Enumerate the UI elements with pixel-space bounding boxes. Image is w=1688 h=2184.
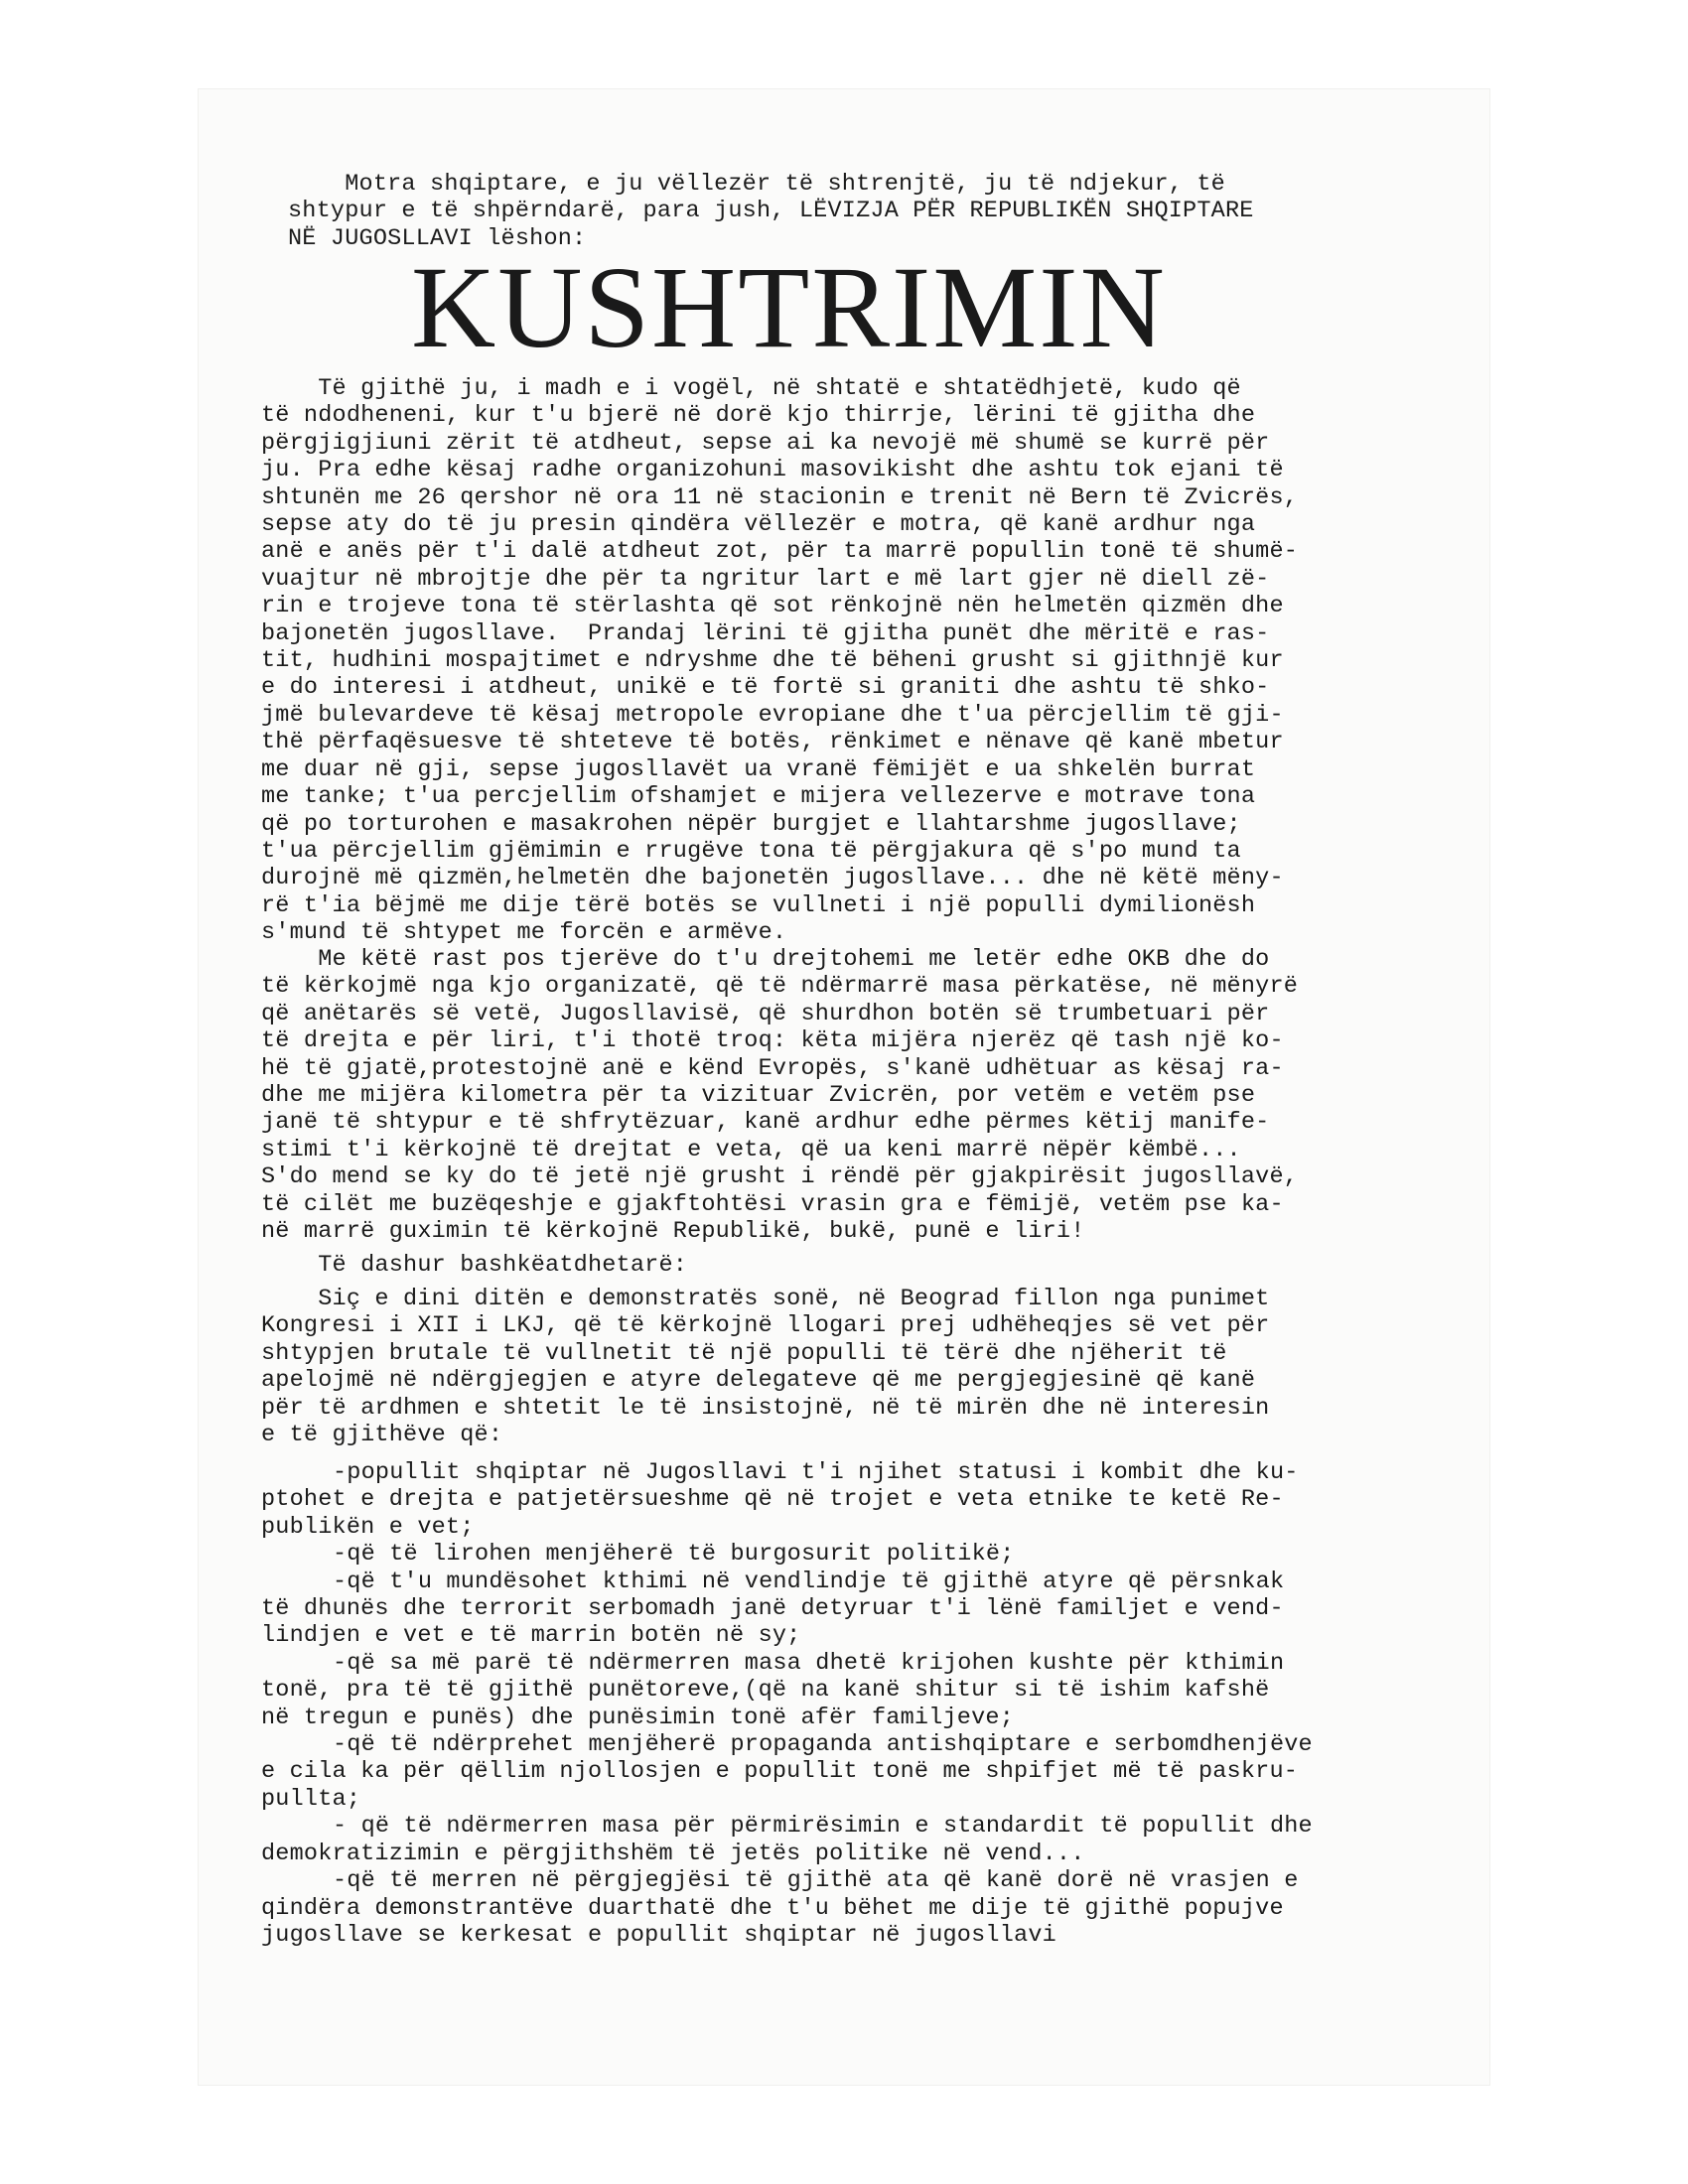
text-line: durojnë më qizmën,helmetën dhe bajonetën jugosllave... dhe në këtë mëny- bbox=[261, 865, 1284, 892]
text-line: me tanke; t'ua percjellim ofshamjet e mijera vellezerve e motrave tona bbox=[261, 783, 1256, 811]
text-line: Siç e dini ditën e demonstratës sonë, në Beograd fillon nga punimet bbox=[261, 1286, 1270, 1312]
text-line: e do interesi i atdheut, unikë e të fortë si graniti dhe ashtu të shko- bbox=[261, 674, 1270, 702]
text-line: të kërkojmë nga kjo organizatë, që të ndërmarrë masa përkatëse, në mënyrë bbox=[261, 973, 1299, 1001]
text-line: që po torturohen e masakrohen nëpër burgjet e llahtarshme jugosllave; bbox=[261, 810, 1241, 838]
text-line: që anëtarës së vetë, Jugosllavisë, që shurdhon botën së trumbetuari për bbox=[261, 1000, 1270, 1027]
intro-line: NË JUGOSLLAVI lëshon: bbox=[288, 224, 587, 252]
demand-line: publikën e vet; bbox=[261, 1513, 475, 1541]
text-line: Kongresi i XII i LKJ, që të kërkojnë llogari prej udhëheqjes së vet për bbox=[261, 1312, 1270, 1340]
text-line: me duar në gji, sepse jugosllavët ua vranë fëmijët e ua shkelën burrat bbox=[261, 755, 1256, 783]
intro-text bbox=[288, 171, 1430, 252]
demand-line: -që të lirohen menjëherë të burgosurit politikë; bbox=[333, 1541, 1015, 1569]
intro-line: Motra shqiptare, e ju vëllezër të shtrenjtë, ju të ndjekur, të bbox=[288, 171, 1225, 198]
demands-list bbox=[261, 1459, 1423, 1949]
text-line: tit, hudhini mospajtimet e ndryshme dhe të bëheni grusht si gjithnjë kur bbox=[261, 647, 1284, 675]
text-line: Të gjithë ju, i madh e i vogël, në shtatë e shtatëdhjetë, kudo që bbox=[261, 375, 1241, 402]
text-line: rin e trojeve tona të stërlashta që sot rënkojnë nën helmetën qizmën dhe bbox=[261, 593, 1284, 620]
text-line: jmë bulevardeve të kësaj metropole evropiane dhe t'ua përcjellim të gji- bbox=[261, 701, 1284, 729]
text-line: t'ua përcjellim gjëmimin e rrugëve tona të përgjakura që s'po mund ta bbox=[261, 837, 1241, 865]
demand-line: e cila ka për qëllim njollosjen e popullit tonë me shpifjet më të paskru- bbox=[261, 1758, 1299, 1786]
text-line: sepse aty do të ju presin qindëra vëllezër e motra, që kanë ardhur nga bbox=[261, 511, 1256, 539]
demand-line: - që të ndërmerren masa për përmirësimin e standardit të popullit dhe bbox=[333, 1813, 1313, 1841]
text-line: përgjigjiuni zërit të atdheut, sepse ai ka nevojë më shumë se kurrë për bbox=[261, 429, 1270, 457]
demand-line: -që të ndërprehet menjëherë propaganda antishqiptare e serbomdhenjëve bbox=[333, 1731, 1313, 1759]
document-title: KUSHTRIMIN bbox=[411, 242, 1167, 372]
text-line: hë të gjatë,protestojnë anë e kënd Evropës, s'kanë udhëtuar as kësaj ra- bbox=[261, 1054, 1284, 1082]
demand-line: -që të merren në përgjegjësi të gjithë ata që kanë dorë në vrasjen e bbox=[333, 1867, 1299, 1895]
demand-line: ptohet e drejta e patjetërsueshme që në trojet e veta etnike te ketë Re- bbox=[261, 1486, 1284, 1514]
demand-line: -popullit shqiptar në Jugosllavi t'i njihet statusi i kombit dhe ku- bbox=[333, 1459, 1299, 1486]
text-line: s'mund të shtypet me forcën e armëve. bbox=[261, 919, 787, 947]
text-line: të cilët me buzëqeshje e gjakftohtësi vrasin gra e fëmijë, vetëm pse ka- bbox=[261, 1190, 1284, 1218]
demand-line: pullta; bbox=[261, 1785, 361, 1813]
text-line: shtypjen brutale të vullnetit të një populli të tërë dhe njëherit të bbox=[261, 1339, 1227, 1367]
text-line: Me këtë rast pos tjerëve do t'u drejtohemi me letër edhe OKB dhe do bbox=[261, 946, 1270, 973]
text-line: ju. Pra edhe kësaj radhe organizohuni masovikisht dhe ashtu tok ejani të bbox=[261, 457, 1284, 484]
demand-line: lindjen e vet e të marrin botën në sy; bbox=[261, 1622, 801, 1650]
demand-line: -që sa më parë të ndërmerren masa dhetë krijohen kushte për kthimin bbox=[333, 1649, 1285, 1677]
greeting-line: Të dashur bashkëatdhetarë: bbox=[261, 1252, 688, 1279]
paragraph-congress bbox=[261, 1286, 1423, 1448]
text-line: vuajtur në mbrojtje dhe për ta ngritur lart e më lart gjer në diell zë- bbox=[261, 565, 1270, 593]
paragraph-okb bbox=[261, 946, 1423, 1245]
text-line: për të ardhmen e shtetit le të insistojnë, në të mirën dhe në interesin bbox=[261, 1394, 1270, 1422]
text-line: stimi t'i kërkojnë të drejtat e veta, që ua keni marrë nëpër këmbë... bbox=[261, 1136, 1241, 1163]
text-line: e të gjithëve që: bbox=[261, 1422, 503, 1449]
text-line: janë të shtypur e të shfrytëzuar, kanë ardhur edhe përmes këtij manife- bbox=[261, 1109, 1270, 1137]
text-line: dhe me mijëra kilometra për ta vizituar Zvicrën, por vetëm e vetëm pse bbox=[261, 1082, 1256, 1110]
greeting bbox=[261, 1252, 1423, 1279]
text-line: S'do mend se ky do të jetë një grusht i rëndë për gjakpirësit jugosllavë, bbox=[261, 1163, 1299, 1191]
text-line: apelojmë në ndërgjegjen e atyre delegateve që me pergjegjesinë që kanë bbox=[261, 1367, 1256, 1395]
text-line: të drejta e për liri, t'i thotë troq: këta mijëra njerëz që tash një ko- bbox=[261, 1027, 1284, 1055]
demand-line: qindëra demonstrantëve duarthatë dhe t'u bëhet me dije të gjithë popujve bbox=[261, 1894, 1284, 1922]
demand-line: të dhunës dhe terrorit serbomadh janë detyruar t'i lënë familjet e vend- bbox=[261, 1595, 1284, 1623]
text-line: të ndodheneni, kur t'u bjerë në dorë kjo thirrje, lërini të gjitha dhe bbox=[261, 402, 1256, 430]
intro-line: shtypur e të shpërndarë, para jush, LËVIZJA PËR REPUBLIKËN SHQIPTARE bbox=[288, 198, 1254, 225]
text-line: në marrë guximin të kërkojnë Republikë, bukë, punë e liri! bbox=[261, 1218, 1085, 1246]
text-line: thë përfaqësuesve të shteteve të botës, rënkimet e nënave që kanë mbetur bbox=[261, 729, 1284, 756]
demand-line: tonë, pra të të gjithë punëtoreve,(që na kanë shitur si të ishim kafshë bbox=[261, 1677, 1270, 1705]
text-line: anë e anës për t'i dalë atdheut zot, për ta marrë popullin tonë të shumë- bbox=[261, 538, 1299, 566]
demand-line: -që t'u mundësohet kthimi në vendlindje të gjithë atyre që përsnkak bbox=[333, 1568, 1285, 1595]
paragraph-call-to-bern bbox=[261, 375, 1423, 947]
demand-line: demokratizimin e përgjithshëm të jetës politike në vend... bbox=[261, 1840, 1085, 1867]
leaflet-page bbox=[199, 89, 1489, 2085]
text-line: bajonetën jugosllave. Prandaj lërini të gjitha punët dhe mëritë e ras- bbox=[261, 619, 1270, 647]
demand-line: jugosllave se kerkesat e popullit shqiptar në jugosllavi bbox=[261, 1921, 1056, 1949]
demand-line: në tregun e punës) dhe punësimin tonë afër familjeve; bbox=[261, 1704, 1015, 1731]
text-line: shtunën me 26 qershor në ora 11 në stacionin e trenit në Bern të Zvicrës, bbox=[261, 483, 1299, 511]
text-line: rë t'ia bëjmë me dije tërë botës se vullneti i një populli dymilionësh bbox=[261, 891, 1256, 919]
